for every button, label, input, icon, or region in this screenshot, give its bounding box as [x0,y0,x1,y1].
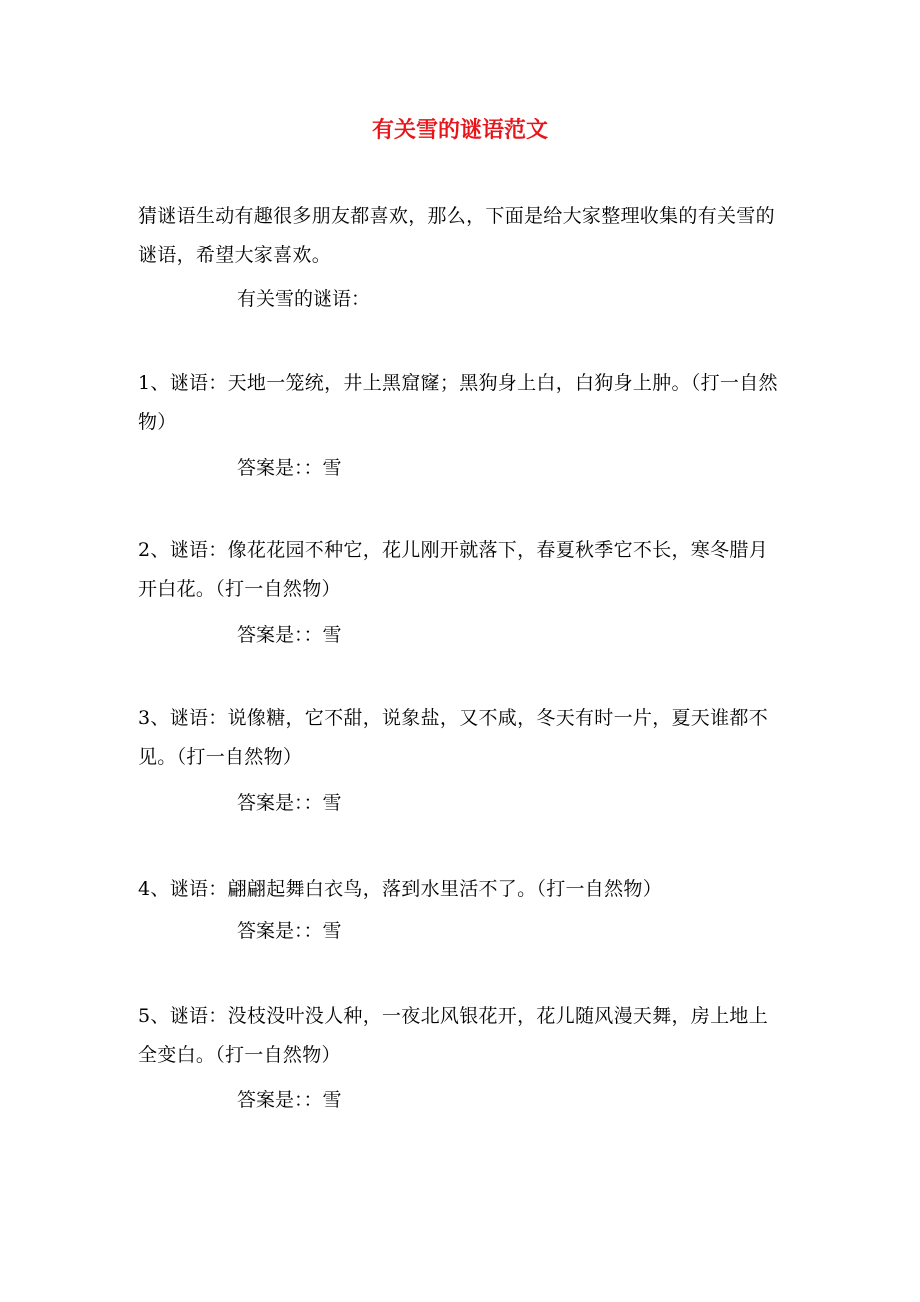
riddle-1-answer: 答案是：：雪 [237,457,342,479]
riddle-4-text: 4、谜语：翩翩起舞白衣鸟，落到水里活不了。（打一自然物） [138,878,662,900]
page-title: 有关雪的谜语范文 [371,117,548,143]
riddle-2-text: 2、谜语：像花花园不种它，花儿刚开就落下，春夏秋季它不长，寒冬腊月开白花。（打一自然物） [138,539,768,600]
riddle-5-text: 5、谜语：没枝没叶没人种，一夜北风银花开，花儿随风漫天舞，房上地上全变白。（打一自然物） [138,1005,768,1066]
riddle-5-answer: 答案是：：雪 [237,1089,342,1111]
riddle-3-answer: 答案是：：雪 [237,792,342,814]
section-heading: 有关雪的谜语： [237,288,371,310]
intro-paragraph: 猜谜语生动有趣很多朋友都喜欢，那么，下面是给大家整理收集的有关雪的谜语，希望大家喜欢。 [138,205,775,266]
riddle-1-text: 1、谜语：天地一笼统，井上黑窟窿；黑狗身上白，白狗身上肿。（打一自然物） [138,372,778,433]
riddle-3-text: 3、谜语：说像糖，它不甜，说象盐，又不咸，冬天有时一片，夏天谁都不见。（打一自然物） [138,707,768,768]
riddle-2-answer: 答案是：：雪 [237,624,342,646]
riddle-4-answer: 答案是：：雪 [237,920,342,942]
